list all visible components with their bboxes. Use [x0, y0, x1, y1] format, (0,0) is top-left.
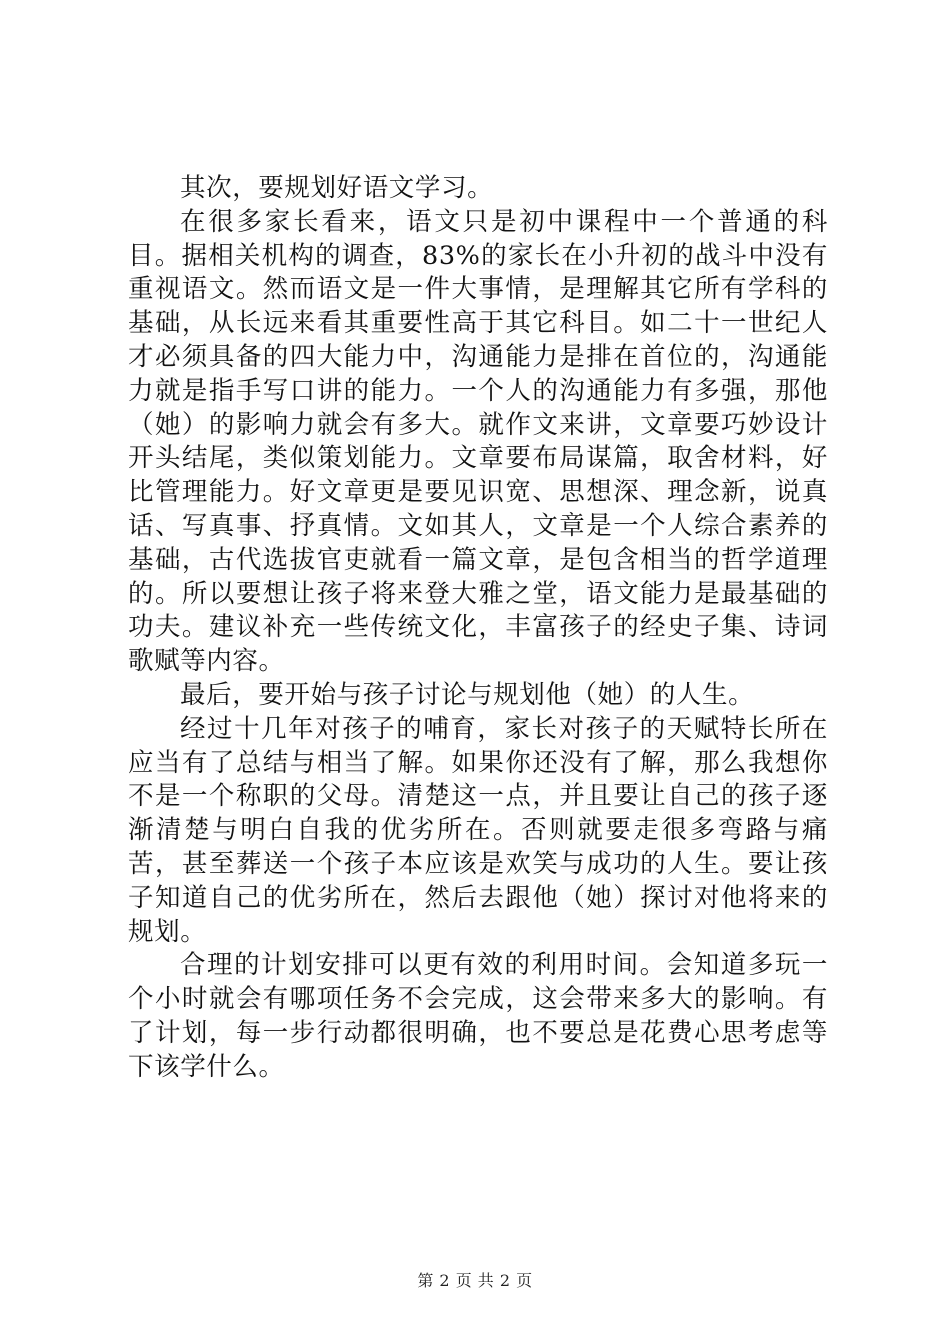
- paragraph-heading-chinese-study: 其次，要规划好语文学习。: [180, 173, 494, 203]
- paragraph-heading-life-planning: 最后，要开始与孩子讨论与规划他（她）的人生。: [180, 679, 755, 710]
- page-number-footer: 第 2 页 共 2 页: [417, 1271, 533, 1290]
- paragraph-chinese-importance: 在很多家长看来，语文只是初中课程中一个普通的科目。据相关机构的调查，83%的家长在小升初的战斗中没有重视语文。然而语文是一件大事情，是理解其它所有学科的基础，从长远来看其重要性高于其它科目。如二十一世纪人才必须具备的四大能力中，沟通能力是排在首位的，沟通能力就是指手写口讲的能力。一个人的沟通能力有多强，那他（她）的影响力就会有多大。就作文来讲，文章要巧妙设计开头结尾，类似策划能力。文章要布局谋篇，取舍材料，好比管理能力。好文章更是要见识宽、思想深、理念新，说真话、写真事、抒真情。文如其人，文章是一个人综合素养的基础，古代选拔官吏就看一篇文章，是包含相当的哲学道理的。所以要想让孩子将来登大雅之堂，语文能力是最基础的功夫。建议补充一些传统文化，丰富孩子的经史子集、诗词歌赋等内容。: [128, 206, 828, 677]
- document-body: [128, 172, 828, 1085]
- paragraph-talents: 经过十几年对孩子的哺育，家长对孩子的天赋特长所在应当有了总结与相当了解。如果你还没有了解，那么我想你不是一个称职的父母。清楚这一点，并且要让自己的孩子逐渐清楚与明白自我的优劣所在。否则就要走很多弯路与痛苦，甚至葬送一个孩子本应该是欢笑与成功的人生。要让孩子知道自己的优劣所在，然后去跟他（她）探讨对他将来的规划。: [128, 713, 828, 947]
- paragraph-time-planning: 合理的计划安排可以更有效的利用时间。会知道多玩一个小时就会有哪项任务不会完成，这会带来多大的影响。有了计划，每一步行动都很明确，也不要总是花费心思考虑等下该学什么。: [128, 950, 828, 1082]
